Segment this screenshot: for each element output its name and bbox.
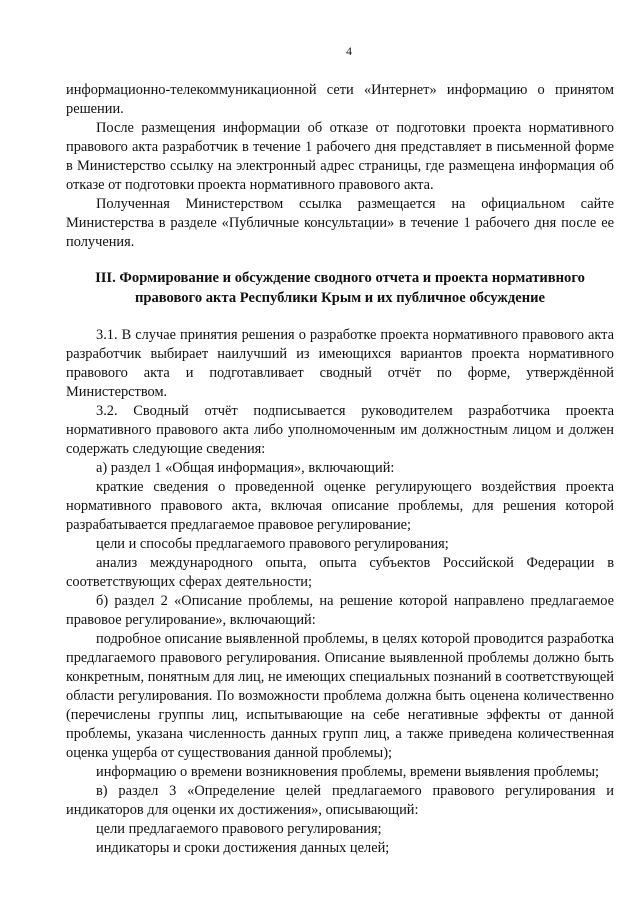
list-item-b: б) раздел 2 «Описание проблемы, на решение которой направлено предлагаемое правовое регулирование», включающий: [66,593,614,628]
list-item-a-summary: краткие сведения о проведенной оценке регулирующего воздействия проекта нормативного правового акта, включая описание проблемы, для решения которой разрабатывается предлагаемое правовое регулирование; [66,479,614,533]
paragraph-refusal-link: После размещения информации об отказе от подготовки проекта нормативного правового акта разработчик в течение 1 рабочего дня представляет в письменной форме в Министерство ссылку на электронный адрес страницы, где размещена информация об отказе от подготовки проекта нормативного правового акта. [66,120,614,193]
paragraph-intro-continuation: информационно-телекоммуникационной сети «Интернет» информацию о принятом решении. [66,82,614,117]
list-item-v: в) раздел 3 «Определение целей предлагаемого правового регулирования и индикаторов для оценки их достижения», описывающий: [66,783,614,818]
list-item-v-goals: цели предлагаемого правового регулирования; [96,821,382,837]
page-number: 4 [346,44,352,58]
paragraph-3-1: 3.1. В случае принятия решения о разработке проекта нормативного правового акта разработчик выбирает наилучший из имеющихся вариантов проекта нормативного правового акта и подготавливает сводный отчёт по форме, утверждённой Министерством. [66,327,614,400]
paragraph-ministry-publication: Полученная Министерством ссылка размещается на официальном сайте Министерства в разделе «Публичные консультации» в течение 1 рабочего дня после ее получения. [66,196,614,250]
paragraph-3-2: 3.2. Сводный отчёт подписывается руководителем разработчика проекта нормативного правового акта либо уполномоченным им должностным лицом и должен содержать следующие сведения: [66,403,614,457]
list-item-a: а) раздел 1 «Общая информация», включающий: [96,460,395,476]
list-item-v-indicators: индикаторы и сроки достижения данных целей; [96,840,390,856]
list-item-b-timing: информацию о времени возникновения проблемы, времени выявления проблемы; [96,764,600,780]
section-heading: III. Формирование и обсуждение сводного отчета и проекта нормативного правового акта Республики Крым и их публичное обсуждение [95,270,585,306]
list-item-b-description: подробное описание выявленной проблемы, в целях которой проводится разработка предлагаемого правового регулирования. Описание выявленной проблемы должно быть конкретным, понятным для лиц, не имеющих специальных познаний в соответствующей области регулирования. По возможности проблема должна быть оценена количественно (перечислены группы лиц, испытывающие на себе негативные эффекты от данной проблемы, указана численность данных групп лиц, а также приведена количественная оценка ущерба от существования данной проблемы); [66,631,614,761]
list-item-a-goals: цели и способы предлагаемого правового регулирования; [96,536,449,552]
list-item-a-analysis: анализ международного опыта, опыта субъектов Российской Федерации в соответствующих сферах деятельности; [66,555,614,590]
